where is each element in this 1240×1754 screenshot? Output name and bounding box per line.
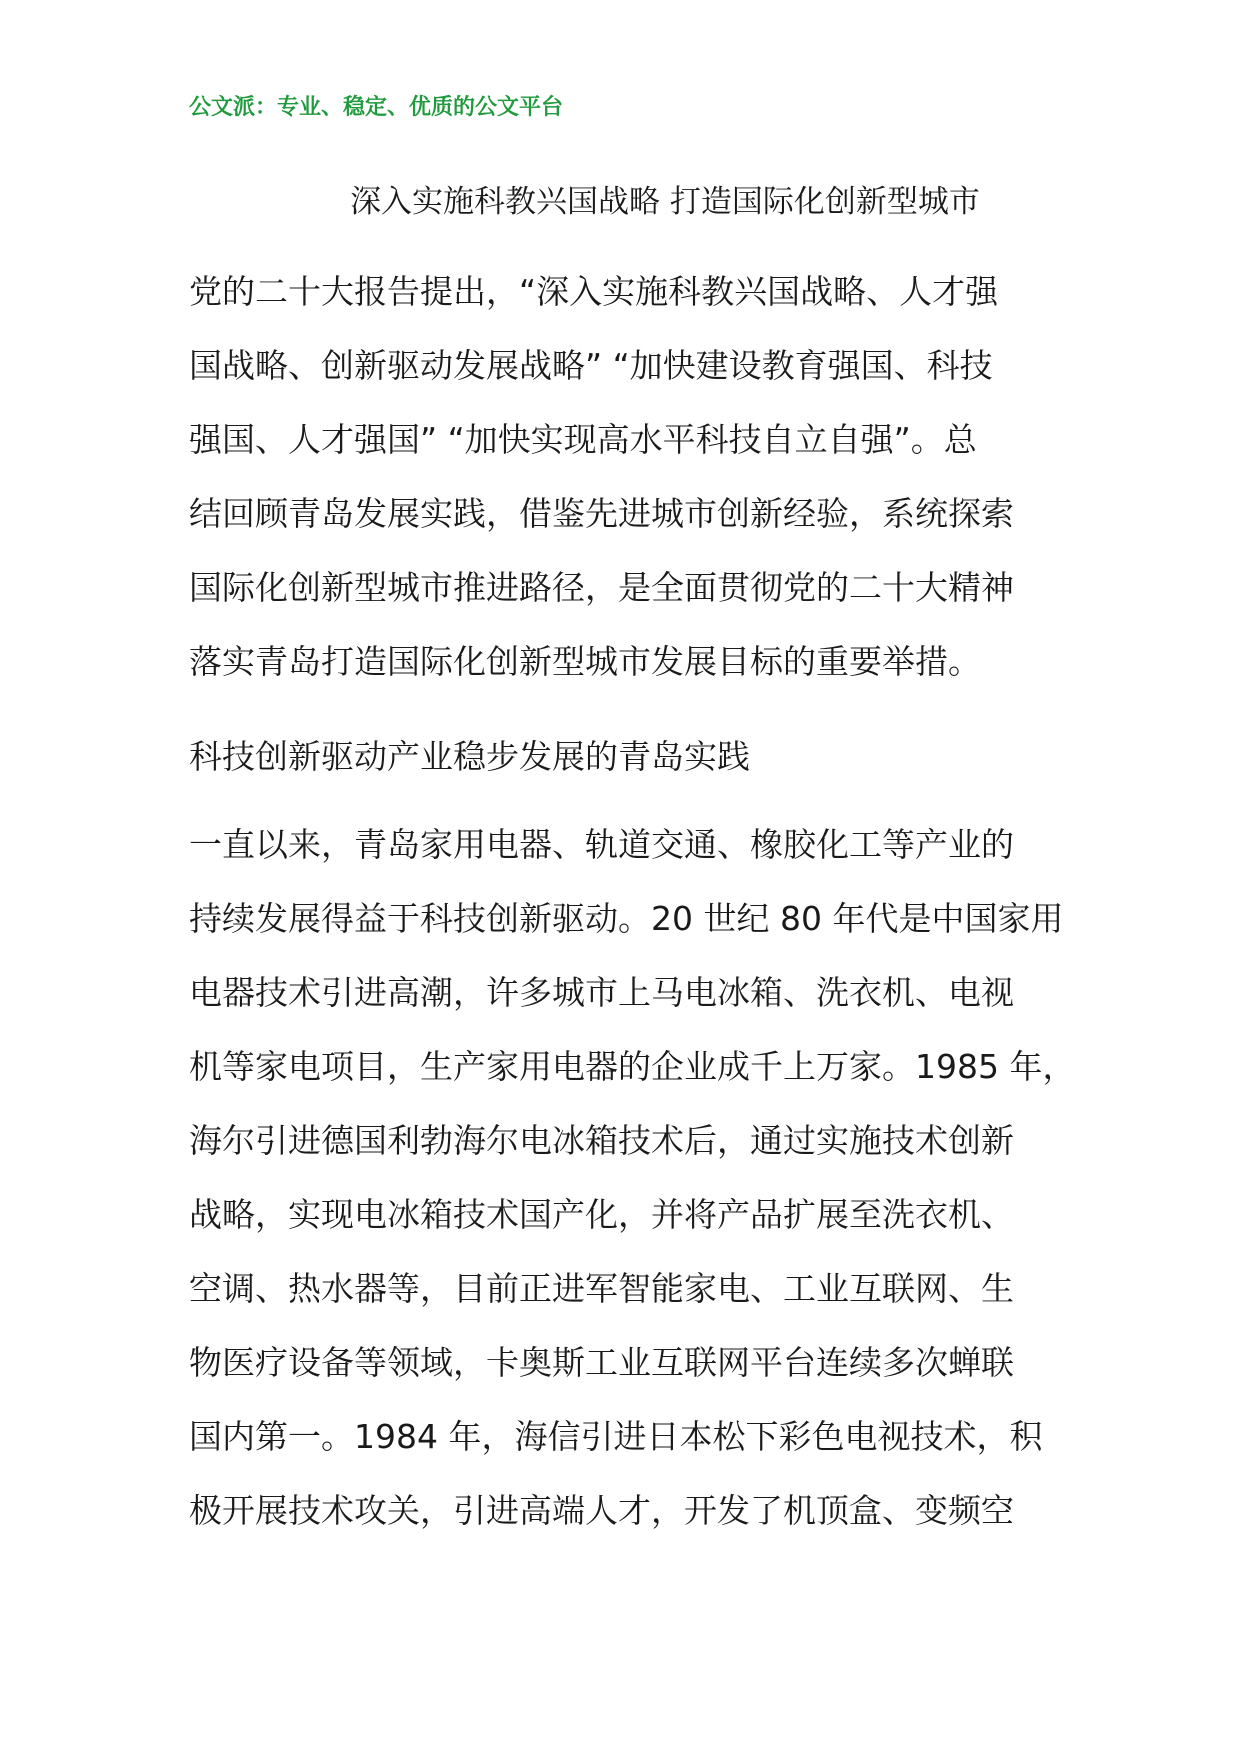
text-line: 强国、人才强国” “加快实现高水平科技自立自强”。总 [189,420,977,459]
text-line: 战略，实现电冰箱技术国产化，并将产品扩展至洗衣机、 [189,1195,1014,1234]
text-line: 持续发展得益于科技创新驱动。20 世纪 80 年代是中国家用 [189,899,1064,938]
text-line: 落实青岛打造国际化创新型城市发展目标的重要举措。 [189,642,981,681]
text-line: 空调、热水器等，目前正进军智能家电、工业互联网、生 [189,1269,1014,1308]
text-line: 结回顾青岛发展实践，借鉴先进城市创新经验，系统探索 [189,494,1014,533]
section-heading: 科技创新驱动产业稳步发展的青岛实践 [189,737,750,776]
paragraph-intro [189,255,1084,699]
site-banner: 公文派：专业、稳定、优质的公文平台 [189,95,564,120]
text-line: 国际化创新型城市推进路径，是全面贯彻党的二十大精神 [189,568,1014,607]
text-line: 党的二十大报告提出，“深入实施科教兴国战略、人才强 [189,272,999,311]
text-line: 机等家电项目，生产家用电器的企业成千上万家。1985 年， [189,1047,1076,1086]
text-line: 物医疗设备等领域，卡奥斯工业互联网平台连续多次蝉联 [189,1343,1014,1382]
text-line: 国内第一。1984 年，海信引进日本松下彩色电视技术，积 [189,1417,1043,1456]
text-line: 国战略、创新驱动发展战略” “加快建设教育强国、科技 [189,346,993,385]
paragraph-qingdao-practice [189,808,1084,1548]
text-line: 海尔引进德国利勃海尔电冰箱技术后，通过实施技术创新 [189,1121,1014,1160]
text-line: 极开展技术攻关，引进高端人才，开发了机顶盒、变频空 [189,1491,1014,1530]
text-line: 电器技术引进高潮，许多城市上马电冰箱、洗衣机、电视 [189,973,1014,1012]
document-title: 深入实施科教兴国战略 打造国际化创新型城市 [350,184,980,220]
text-line: 一直以来，青岛家用电器、轨道交通、橡胶化工等产业的 [189,825,1014,864]
